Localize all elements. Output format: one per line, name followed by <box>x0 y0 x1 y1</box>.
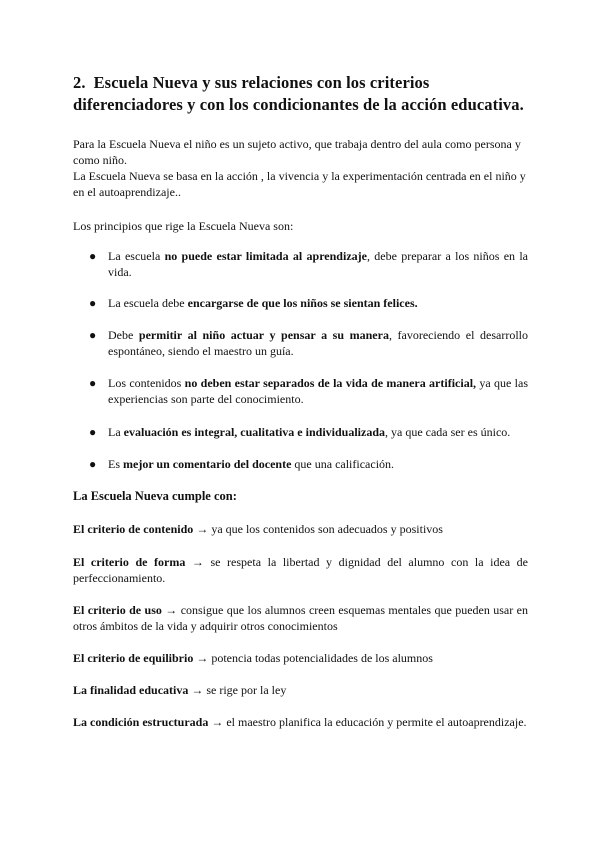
criterio-title: La condición estructurada <box>73 715 209 729</box>
criterio-uso <box>73 602 528 634</box>
finalidad-educativa <box>73 682 528 698</box>
criterio-text: → ya que los contenidos son adecuados y positivos <box>193 522 443 536</box>
bullet-text: Los contenidos <box>108 376 185 390</box>
criterio-text: → se rige por la ley <box>188 683 287 697</box>
condicion-estructurada <box>73 714 528 730</box>
list-item <box>73 248 528 280</box>
bullet-bold-text: evaluación es integral, cualitativa e individualizada <box>123 425 385 439</box>
criterio-title: El criterio de contenido <box>73 522 194 536</box>
bullet-icon: ● <box>89 328 97 342</box>
criterio-title: El criterio de uso <box>73 603 162 617</box>
bullet-text: que una calificación. <box>291 457 395 471</box>
cumple-heading: La Escuela Nueva cumple con: <box>73 489 237 503</box>
bullet-text: Debe <box>108 328 139 342</box>
bullet-icon: ● <box>89 249 97 263</box>
criterio-text: → se respeta la libertad y dignidad del alumno con la idea de perfeccionamiento. <box>73 555 529 585</box>
criterio-contenido <box>73 521 528 537</box>
list-item <box>73 327 528 359</box>
criterio-text: → consigue que los alumnos creen esquemas mentales que pueden usar en otros ámbitos de la vida y adquirir otros conocimientos <box>73 603 528 633</box>
bullet-text: , favoreciendo el desarrollo espontáneo, siendo el maestro un guía. <box>108 328 528 358</box>
bullet-text: La <box>108 425 124 439</box>
list-item <box>73 456 528 472</box>
section-heading <box>73 72 533 116</box>
criterio-title: El criterio de equilibrio <box>73 651 194 665</box>
bullet-bold-text: no puede estar limitada al aprendizaje <box>164 249 367 263</box>
bullet-bold-text: encargarse de que los niños se sientan felices. <box>187 296 418 310</box>
bullet-text: Es <box>108 457 123 471</box>
bullet-icon: ● <box>89 457 97 471</box>
bullet-bold-text: mejor un comentario del docente <box>123 457 292 471</box>
criterio-title: El criterio de forma <box>73 555 186 569</box>
bullet-icon: ● <box>89 296 97 310</box>
list-item <box>73 295 528 311</box>
criterio-text: → potencia todas potencialidades de los alumnos <box>193 651 433 665</box>
bullet-text: , debe preparar a los niños en la vida. <box>108 249 529 279</box>
bullet-icon: ● <box>89 425 97 439</box>
principles-intro: Los principios que rige la Escuela Nueva son: <box>73 219 294 233</box>
bullet-bold-text: no deben estar separados de la vida de manera artificial, <box>184 376 477 390</box>
criterio-equilibrio <box>73 650 528 666</box>
criterio-forma <box>73 554 528 586</box>
intro-paragraph-2: La Escuela Nueva se basa en la acción , la vivencia y la experimentación centrada en el niño y en el autoaprendizaje.. <box>73 169 526 199</box>
list-item <box>73 375 528 407</box>
criterio-text: → el maestro planifica la educación y permite el autoaprendizaje. <box>208 715 527 729</box>
list-item <box>73 424 528 440</box>
bullet-text: , ya que cada ser es único. <box>385 425 511 439</box>
bullet-bold-text: permitir al niño actuar y pensar a su manera <box>138 328 389 342</box>
bullet-text: ya que las experiencias son parte del conocimiento. <box>108 376 529 406</box>
bullet-text: La escuela <box>108 249 165 263</box>
bullet-text: La escuela debe <box>108 296 188 310</box>
section-number: 2. <box>73 73 86 92</box>
criterio-title: La finalidad educativa <box>73 683 189 697</box>
section-title: Escuela Nueva y sus relaciones con los criterios diferenciadores y con los condicionantes de la acción educativa. <box>73 73 524 114</box>
intro-paragraph-1: Para la Escuela Nueva el niño es un sujeto activo, que trabaja dentro del aula como persona y como niño. <box>73 137 521 167</box>
bullet-icon: ● <box>89 376 97 390</box>
